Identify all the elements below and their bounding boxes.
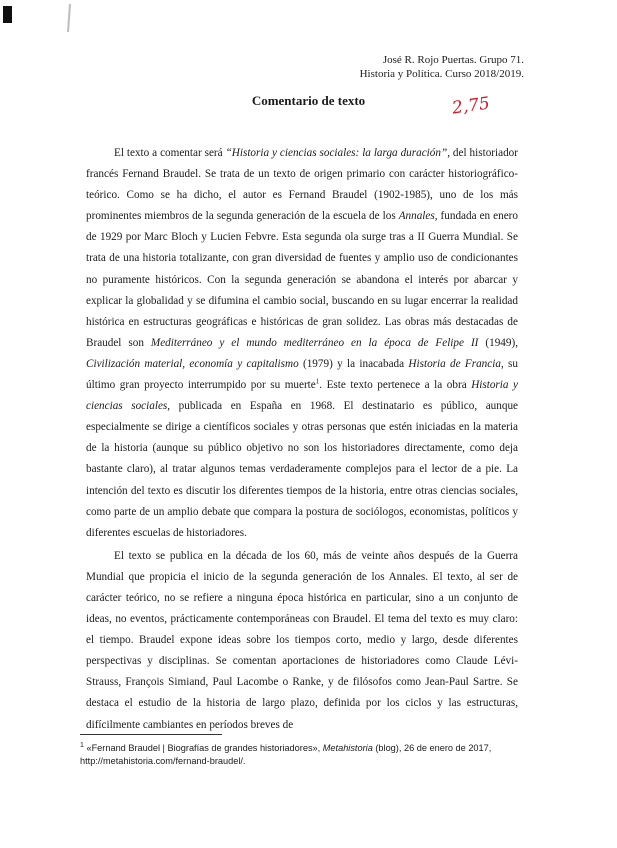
page-title: Comentario de texto — [251, 93, 366, 108]
italic-title: “Historia y ciencias sociales: la larga duración” — [225, 147, 448, 159]
italic-title: Mediterráneo y el mundo mediterráneo en la época de Felipe II — [150, 336, 479, 349]
footnote — [80, 739, 520, 768]
document-header — [360, 53, 524, 81]
text-run: , publicada en España en 1968. El destinatario es público, aunque especialmente se dirige a científicos sociales y otras personas que estén iniciadas en la materia de la historia (aunque su público objetivo no son los historiadores directamente, como deja bastante claro), al tratar algunos temas verdaderamente complejos para el lector de a pie. La intención del texto es discutir los diferentes tiempos de la historia, entre otras ciencias sociales, como parte de un amplio debate que compara la postura de sociólogos, economistas, políticos y diferentes escuelas de historiadores. — [86, 400, 518, 539]
footnote-text-end: (blog), 26 de enero de 2017, http://metahistoria.com/fernand-braudel/. — [80, 743, 492, 767]
italic-title: Historia de Francia — [408, 357, 501, 370]
footnote-divider — [80, 734, 222, 735]
handwritten-grade: 2,75 — [450, 93, 492, 119]
text-run: , fundada en enero de 1929 por Marc Bloch y Lucien Febvre. Esta segunda ola surge tras a II Guerra Mundial. Se trata de una historia totalizante, con gran diversidad de fuentes y amplio uso de condicionantes no puramente históricos. Con la segunda generación se abandona el interés por abarcar y explicar la globalidad y se difumina el cambio social, buscando en su lugar encerrar la realidad histórica en estructuras geográficas e históricas de gran solidez. Las obras más destacadas de Braudel son — [86, 210, 518, 349]
footnote-italic: Metahistoria — [322, 743, 373, 754]
text-run: , del historiador francés Fernand Braudel. Se trata de un texto de origen primario con carácter historiográfico-teórico. Como se ha dicho, el autor es Fernand Braudel (1902-1985), uno de los más prominentes miembros de la segunda generación de la escuela de los — [86, 147, 518, 223]
paragraph-2: El texto se publica en la década de los 60, más de veinte años después de la Guerra Mundial que propicia el inicio de la segunda generación de los Annales. El texto, al ser de carácter teórico, no se refiere a ninguna época histórica en particular, sino a un conjunto de ideas, no eventos, prácticamente contemporáneas con Braudel. El tema del texto es muy claro: el tiempo. Braudel expone ideas sobre los tiempos corto, medio y largo, desde diferentes perspectivas y disciplinas. Se comentan aportaciones de historiadores como Claude Lévi-Strauss, François Simiand, Paul Lacombe o Ranke, y de filósofos como Jean-Paul Sartre. Se destaca el estudio de la historia de largo plazo, definida por los ciclos y las estructuras, difícilmente cambiantes en períodos breves de — [86, 549, 518, 731]
italic-title: Civilización material, economía y capitalismo — [86, 357, 299, 370]
text-run: , su último gran proyecto interrumpido por su muerte — [86, 357, 518, 392]
footnote-number: 1 — [80, 742, 84, 749]
italic-title: Annales — [398, 210, 435, 223]
text-run: El texto a comentar será — [114, 147, 226, 159]
scan-artifact — [3, 6, 12, 23]
footnote-reference: 1 — [315, 377, 320, 386]
scan-artifact-line — [67, 4, 71, 32]
footnote-text: «Fernand Braudel | Biografías de grandes historiadores», — [83, 743, 323, 754]
text-run: (1949), — [478, 336, 518, 349]
text-run: (1979) y la inacabada — [298, 357, 409, 370]
text-run: . Este texto pertenece a la obra — [319, 379, 472, 392]
course-line: Historia y Política. Curso 2018/2019. — [359, 68, 524, 80]
author-line: José R. Rojo Puertas. Grupo 71. — [382, 54, 524, 66]
paragraph-1 — [86, 143, 518, 544]
italic-title: Historia y ciencias sociales — [86, 379, 518, 413]
document-body — [86, 143, 518, 736]
